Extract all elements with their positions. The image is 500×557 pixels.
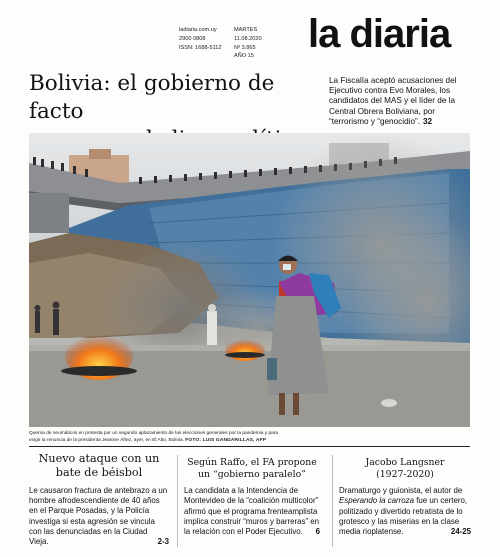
story-3-title — [339, 457, 471, 480]
story-3-text-suffix: fue un certero, politizado y divertido retratista de lo grotesco y las miserias en la clase media rioplatense. — [339, 496, 468, 536]
issn-text: ISSN: 1688-5112 — [179, 44, 222, 51]
column-divider-2 — [332, 455, 333, 547]
story-3-page-ref: 24-25 — [450, 527, 471, 536]
story-1-text: Le causaron fractura de antebrazo a un hombre afrodescendiente de 40 años en el Parque Posadas, y la Policía investiga si esta agresión se vincula con las denunciadas en la Ciudad Vieja. — [29, 486, 168, 547]
date-text: 11.08.2020 — [234, 35, 262, 42]
story-3 — [339, 452, 471, 537]
masthead — [0, 0, 500, 68]
issue-number-text: Nº 3.865 — [234, 44, 256, 51]
story-2-title — [184, 457, 320, 480]
caption-line-2 — [29, 438, 470, 445]
story-1-title-line-1: Nuevo ataque con un — [38, 452, 160, 465]
story-1-page-ref: 2-3 — [157, 537, 169, 547]
story-1-body — [29, 486, 169, 547]
phone-text: 2900 0808 — [179, 35, 206, 42]
lead-photo — [29, 133, 470, 427]
column-divider-1 — [177, 455, 178, 547]
main-deck — [329, 76, 464, 127]
publication-info — [179, 26, 222, 52]
headline-line-1: Bolivia: el gobierno de facto — [29, 71, 275, 124]
deck-text: La Fiscalía aceptó acusaciones del Ejecutivo contra Evo Morales, los candidatos del MAS y el líder de la Central Obrera Boliviana, por “terrorismo y “genocidio”. — [329, 76, 457, 126]
story-2-title-line-1: Según Raffo, el FA propone — [187, 457, 317, 468]
story-2-text: La candidata a la Intendencia de Montevideo de la “coalición multicolor” afirmó que el programa frenteamplista implica construir “muros y barreras” en la relación con el Poder Ejecutivo. — [184, 486, 320, 536]
issue-info — [234, 26, 262, 61]
year-text: AÑO 15 — [234, 53, 254, 60]
story-2-page-ref: 6 — [315, 527, 320, 536]
newspaper-logo: la diaria — [308, 12, 451, 56]
caption-line-1: Quema de neumáticos en protesta por un segundo aplazamiento de las elecciones generales por la pandemia y para — [29, 431, 279, 436]
story-1 — [29, 452, 169, 547]
photo-credit: FOTO: LUIS GANDARILLAS, AFP — [185, 437, 267, 443]
story-2-body — [184, 486, 320, 537]
photo-caption — [29, 431, 470, 444]
story-2-title-line-2: un “gobierno paralelo” — [198, 468, 306, 480]
story-3-title-line-2: (1927-2020) — [376, 468, 434, 480]
story-1-title-line-2: bate de béisbol — [55, 465, 143, 479]
story-3-work-title: Esperando la carroza — [339, 496, 415, 506]
story-3-body — [339, 486, 471, 537]
story-1-title — [29, 452, 169, 479]
weekday-text: MARTES — [234, 27, 258, 33]
page-reference: 32 — [423, 116, 433, 126]
story-2 — [184, 452, 320, 537]
story-3-text-prefix: Dramaturgo y guionista, el autor de — [339, 486, 463, 496]
caption-text: exigir la renuncia de la presidenta Jeanine Áñez, ayer, en El Alto, Bolivia. — [29, 437, 184, 443]
section-divider — [29, 446, 470, 447]
story-3-title-line-1: Jacobo Langsner — [365, 457, 445, 468]
protest-photo-illustration — [29, 133, 470, 427]
website-text: ladiaria.com.uy — [179, 27, 217, 33]
